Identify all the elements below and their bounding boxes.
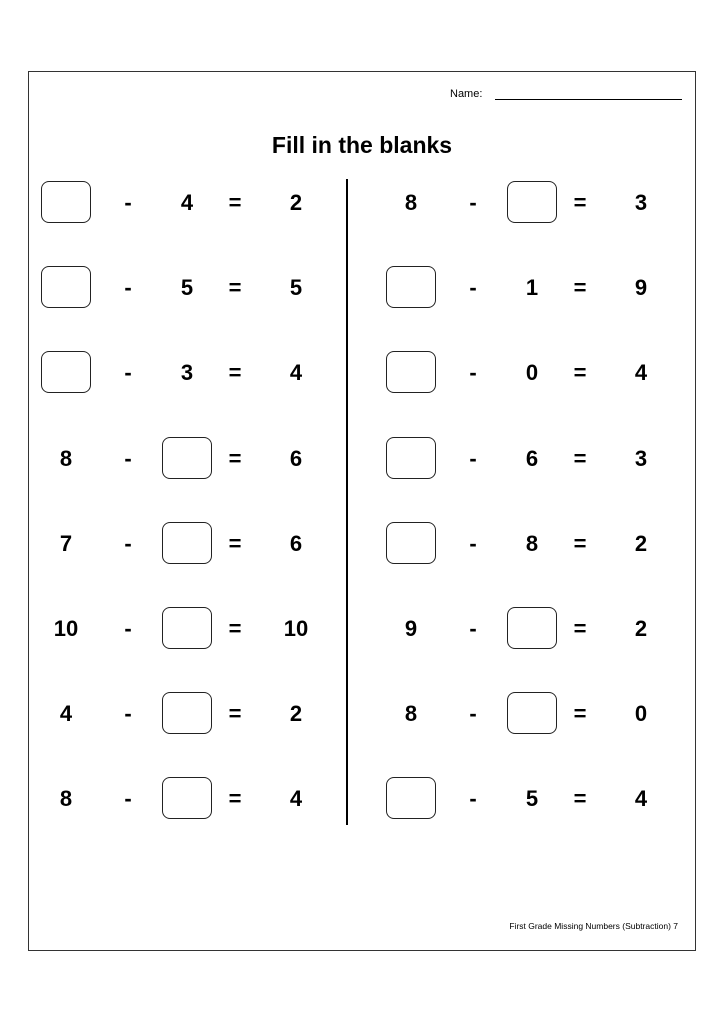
- number: 8: [404, 701, 418, 726]
- minus-sign: -: [469, 275, 477, 300]
- minus-sign: -: [469, 531, 477, 556]
- minus-sign: -: [124, 360, 132, 385]
- answer-box[interactable]: [386, 777, 436, 819]
- minus-sign: -: [124, 616, 132, 641]
- number: 4: [289, 786, 303, 811]
- number: 2: [289, 701, 303, 726]
- equals-sign: =: [228, 616, 242, 641]
- number: 4: [59, 701, 73, 726]
- minus-sign: -: [124, 701, 132, 726]
- number: 10: [283, 616, 309, 641]
- minus-sign: -: [469, 446, 477, 471]
- number: 6: [289, 531, 303, 556]
- number: 4: [634, 786, 648, 811]
- equals-sign: =: [228, 190, 242, 215]
- problem-row: [0, 437, 724, 481]
- equals-sign: =: [573, 275, 587, 300]
- minus-sign: -: [124, 531, 132, 556]
- equals-sign: =: [228, 786, 242, 811]
- number: 2: [634, 531, 648, 556]
- minus-sign: -: [469, 190, 477, 215]
- problem-row: [0, 522, 724, 566]
- number: 3: [180, 360, 194, 385]
- number: 7: [59, 531, 73, 556]
- answer-box[interactable]: [507, 692, 557, 734]
- equals-sign: =: [573, 531, 587, 556]
- problem-row: [0, 607, 724, 651]
- equals-sign: =: [228, 701, 242, 726]
- number: 4: [634, 360, 648, 385]
- number: 2: [634, 616, 648, 641]
- number: 10: [53, 616, 79, 641]
- number: 3: [634, 190, 648, 215]
- minus-sign: -: [469, 616, 477, 641]
- number: 8: [59, 786, 73, 811]
- number: 3: [634, 446, 648, 471]
- equals-sign: =: [228, 531, 242, 556]
- equals-sign: =: [573, 446, 587, 471]
- minus-sign: -: [124, 786, 132, 811]
- number: 8: [404, 190, 418, 215]
- answer-box[interactable]: [386, 522, 436, 564]
- answer-box[interactable]: [386, 351, 436, 393]
- number: 2: [289, 190, 303, 215]
- number: 0: [634, 701, 648, 726]
- number: 4: [180, 190, 194, 215]
- equals-sign: =: [573, 190, 587, 215]
- equals-sign: =: [573, 360, 587, 385]
- minus-sign: -: [124, 190, 132, 215]
- number: 1: [525, 275, 539, 300]
- minus-sign: -: [124, 275, 132, 300]
- equals-sign: =: [228, 446, 242, 471]
- problem-row: [0, 181, 724, 225]
- equals-sign: =: [573, 701, 587, 726]
- number: 9: [634, 275, 648, 300]
- number: 8: [525, 531, 539, 556]
- number: 0: [525, 360, 539, 385]
- equals-sign: =: [573, 786, 587, 811]
- minus-sign: -: [124, 446, 132, 471]
- minus-sign: -: [469, 701, 477, 726]
- minus-sign: -: [469, 360, 477, 385]
- footer-caption: First Grade Missing Numbers (Subtraction) 7: [509, 921, 678, 931]
- equals-sign: =: [573, 616, 587, 641]
- problem-row: [0, 266, 724, 310]
- number: 5: [180, 275, 194, 300]
- problem-row: [0, 351, 724, 395]
- number: 6: [289, 446, 303, 471]
- number: 4: [289, 360, 303, 385]
- problem-row: [0, 692, 724, 736]
- answer-box[interactable]: [386, 437, 436, 479]
- name-field[interactable]: [495, 99, 682, 100]
- equals-sign: =: [228, 360, 242, 385]
- number: 5: [525, 786, 539, 811]
- worksheet-title: Fill in the blanks: [271, 132, 453, 158]
- number: 6: [525, 446, 539, 471]
- number: 8: [59, 446, 73, 471]
- number: 5: [289, 275, 303, 300]
- minus-sign: -: [469, 786, 477, 811]
- answer-box[interactable]: [507, 181, 557, 223]
- name-label: Name:: [450, 88, 483, 100]
- answer-box[interactable]: [386, 266, 436, 308]
- answer-box[interactable]: [507, 607, 557, 649]
- number: 9: [404, 616, 418, 641]
- equals-sign: =: [228, 275, 242, 300]
- problem-row: [0, 777, 724, 821]
